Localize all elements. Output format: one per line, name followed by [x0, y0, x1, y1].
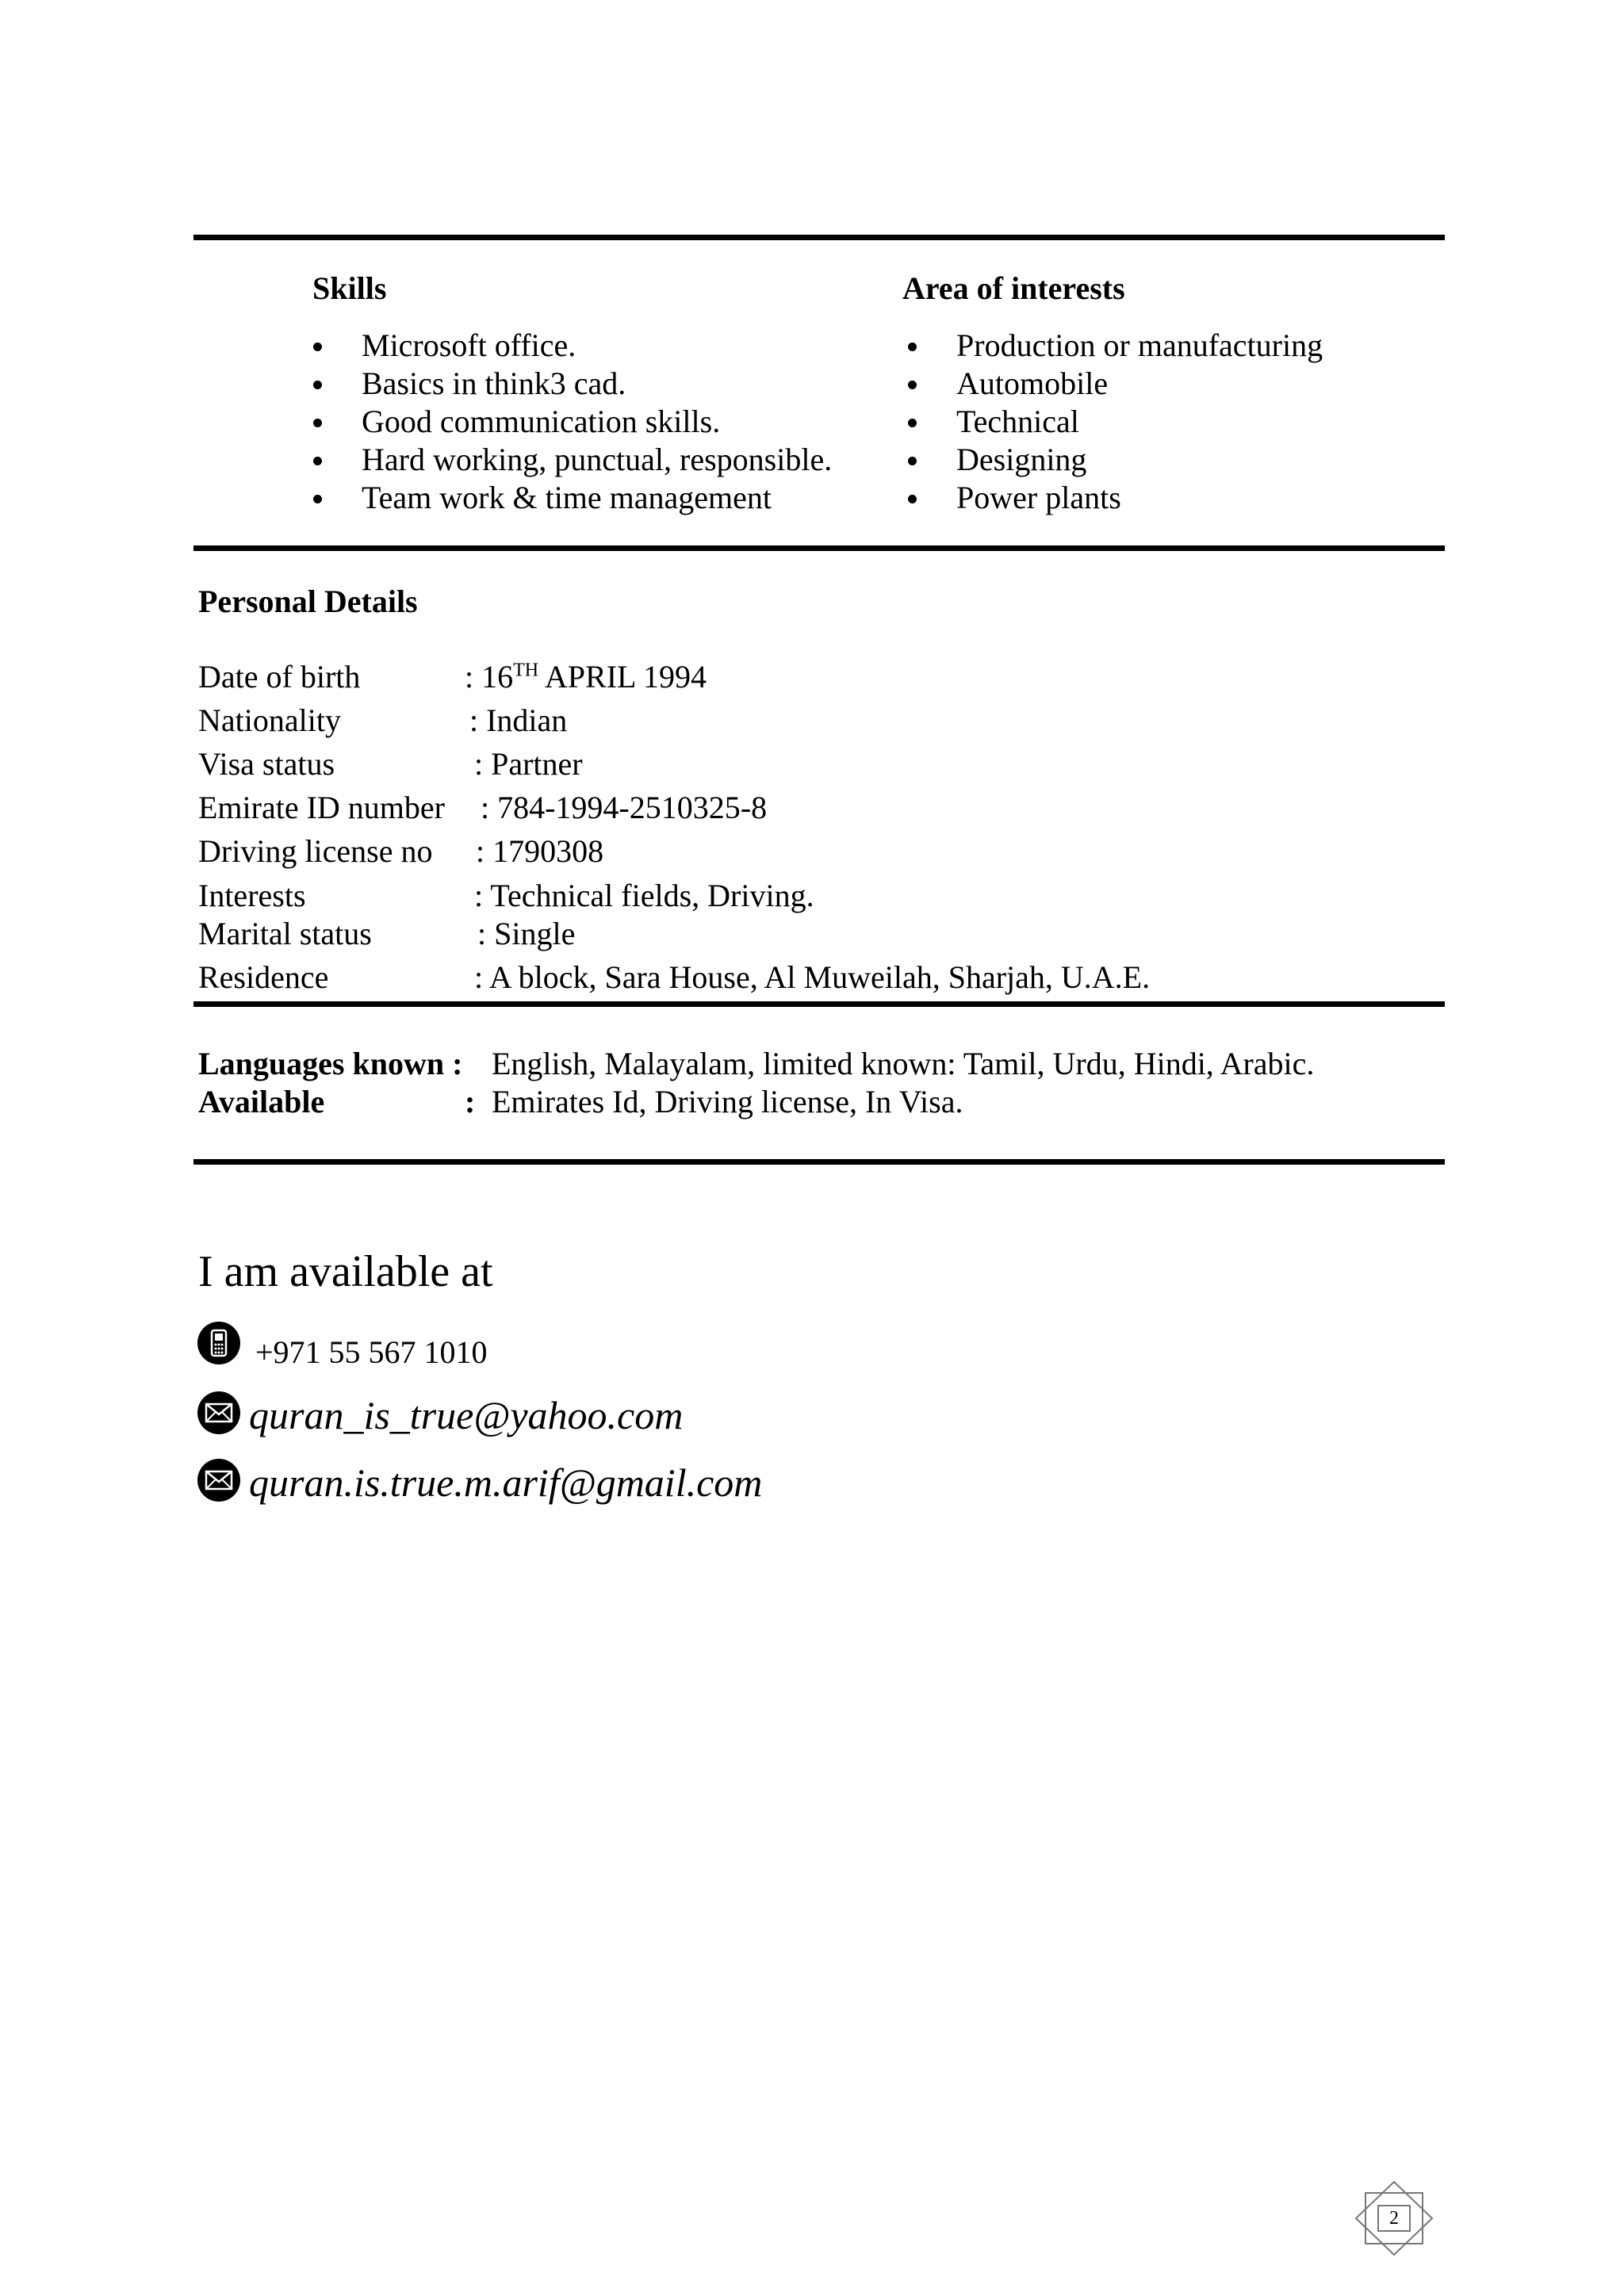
detail-label: Interests: [198, 878, 306, 913]
bullet-icon: [313, 419, 322, 427]
interests-heading: Area of interests: [902, 270, 1125, 306]
detail-label: Emirate ID number: [198, 790, 445, 825]
bullet-icon: [908, 342, 917, 351]
section-divider: [193, 1001, 1445, 1007]
email-link[interactable]: quran_is_true@yahoo.com: [249, 1393, 684, 1437]
languages-row: [198, 1045, 462, 1082]
detail-label: Driving license no: [198, 833, 433, 869]
email-link[interactable]: quran.is.true.m.arif@gmail.com: [249, 1460, 763, 1505]
personal-details-heading: Personal Details: [198, 584, 418, 619]
mobile-phone-icon: [197, 1322, 240, 1364]
list-item: Hard working, punctual, responsible.: [313, 441, 832, 479]
languages-value: English, Malayalam, limited known: Tamil, Urdu, Hindi, Arabic.: [492, 1046, 1315, 1081]
phone-number[interactable]: +971 55 567 1010: [255, 1334, 488, 1370]
detail-label: Visa status: [198, 746, 335, 782]
bullet-icon: [313, 495, 322, 503]
section-divider: [193, 1159, 1445, 1165]
list-item: Good communication skills.: [313, 403, 832, 441]
list-item: Microsoft office.: [313, 327, 832, 365]
list-item: Team work & time management: [313, 479, 832, 517]
list-item: Basics in think3 cad.: [313, 365, 832, 403]
detail-value: : Single: [477, 916, 576, 951]
section-divider: [193, 545, 1445, 551]
top-divider: [193, 235, 1445, 240]
envelope-icon: [197, 1391, 240, 1434]
available-colon: :: [465, 1084, 476, 1119]
languages-label: Languages known :: [198, 1046, 463, 1081]
list-item: Power plants: [908, 479, 1323, 517]
detail-label: Marital status: [198, 916, 372, 951]
available-label: Available: [198, 1084, 325, 1119]
list-item: Production or manufacturing: [908, 327, 1323, 365]
bullet-icon: [313, 457, 322, 465]
detail-label: Residence: [198, 959, 329, 995]
list-item: Automobile: [908, 365, 1323, 403]
page-number-badge: [1350, 2179, 1438, 2258]
bullet-icon: [908, 419, 917, 427]
bullet-icon: [313, 381, 322, 389]
skills-heading: Skills: [312, 270, 387, 306]
list-item: Technical: [908, 403, 1323, 441]
detail-value: : Technical fields, Driving.: [474, 878, 814, 913]
bullet-icon: [313, 342, 322, 351]
available-value: Emirates Id, Driving license, In Visa.: [492, 1084, 963, 1119]
skills-list: [313, 327, 832, 517]
detail-label: Nationality: [198, 702, 341, 738]
bullet-icon: [908, 457, 917, 465]
page-number: 2: [1389, 2208, 1399, 2229]
detail-value: : 16TH APRIL 1994: [465, 659, 707, 695]
bullet-icon: [908, 495, 917, 503]
detail-label: Date of birth: [198, 659, 361, 695]
list-item: Designing: [908, 441, 1323, 479]
interests-list: [908, 327, 1323, 517]
detail-value: : Indian: [469, 702, 568, 738]
contact-heading: I am available at: [198, 1247, 493, 1296]
bullet-icon: [908, 381, 917, 389]
detail-value: : 1790308: [476, 833, 604, 869]
detail-value: : A block, Sara House, Al Muweilah, Sharjah, U.A.E.: [474, 959, 1151, 995]
detail-value: : Partner: [474, 746, 583, 782]
envelope-icon: [197, 1459, 240, 1502]
detail-value: : 784-1994-2510325-8: [481, 790, 768, 825]
